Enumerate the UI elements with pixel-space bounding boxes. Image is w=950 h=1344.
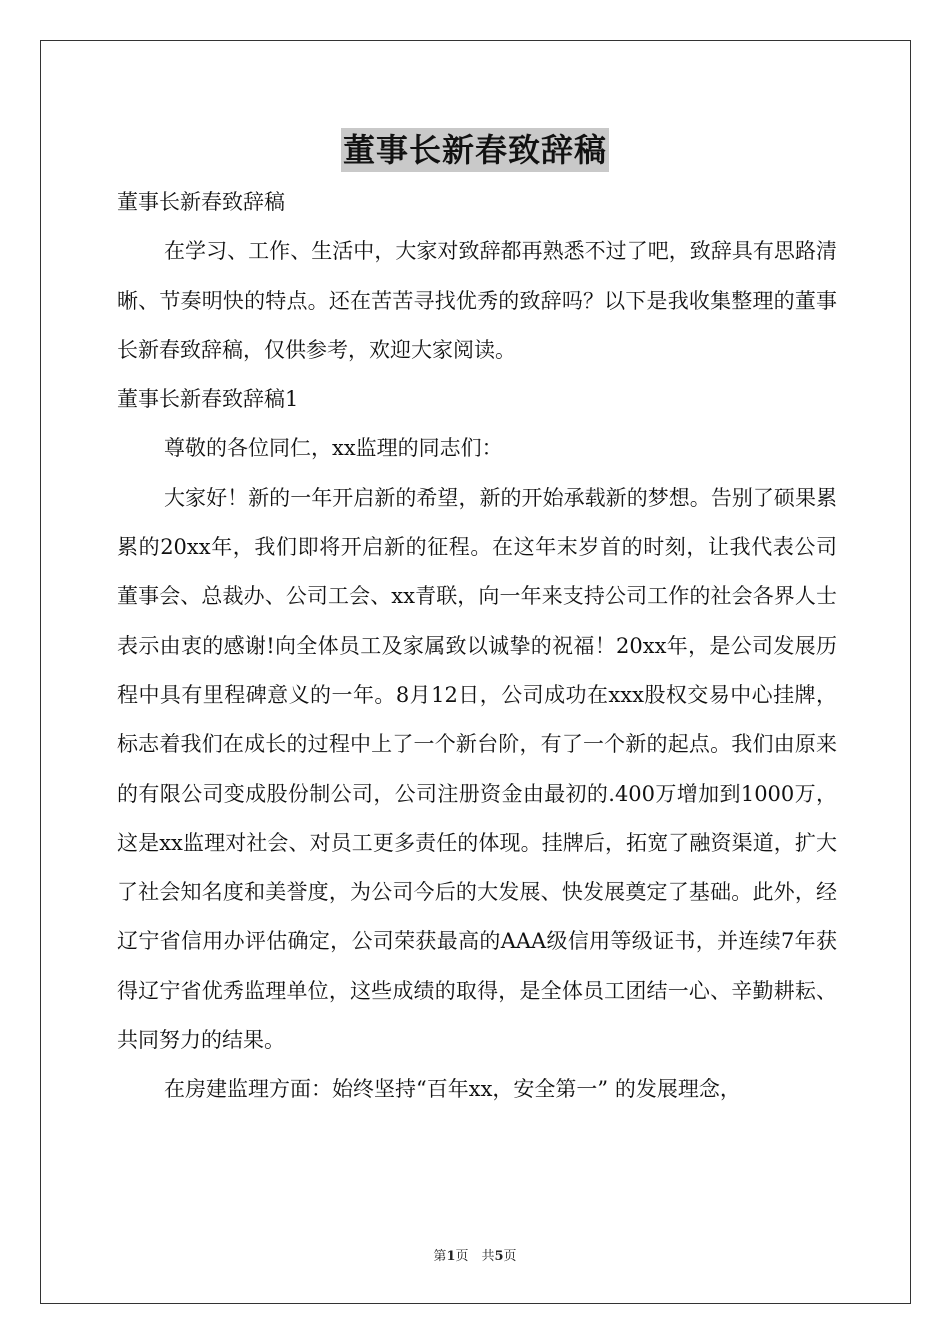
title-container [0, 128, 950, 172]
paragraph-main: 大家好！新的一年开启新的希望，新的开始承载新的梦想。告别了硕果累累的20xx年，我们即将开启新的征程。在这年末岁首的时刻，让我代表公司董事会、总裁办、公司工会、xx青联，向一年来支持公司工作的社会各界人士表示由衷的感谢!向全体员工及家属致以诚挚的祝福！20xx年，是公司发展历程中具有里程碑意义的一年。8月12日，公司成功在xxx股权交易中心挂牌，标志着我们在成长的过程中上了一个新台阶，有了一个新的起点。我们由原来的有限公司变成股份制公司，公司注册资金由最初的.400万增加到1000万，这是xx监理对社会、对员工更多责任的体现。挂牌后，拓宽了融资渠道，扩大了社会知名度和美誉度，为公司今后的大发展、快发展奠定了基础。此外，经辽宁省信用办评估确定，公司荣获最高的AAA级信用等级证书，并连续7年获得辽宁省优秀监理单位，这些成绩的取得，是全体员工团结一心、辛勤耕耘、共同努力的结果。 [117, 485, 837, 1053]
footer-prefix: 第 [433, 1249, 447, 1264]
footer-total-pages: 5 [494, 1249, 504, 1264]
footer-current-page: 1 [446, 1249, 456, 1264]
paragraph-subtitle: 董事长新春致辞稿 [117, 190, 285, 214]
page-footer [0, 1245, 950, 1264]
footer-suffix: 页 [503, 1249, 517, 1264]
document-title: 董事长新春致辞稿 [341, 128, 609, 172]
paragraph-salutation: 尊敬的各位同仁，xx监理的同志们： [164, 436, 503, 461]
footer-mid: 页 共 [455, 1249, 495, 1264]
paragraph-intro: 在学习、工作、生活中，大家对致辞都再熟悉不过了吧，致辞具有思路清晰、节奏明快的特点。还在苦苦寻找优秀的致辞吗？以下是我收集整理的董事长新春致辞稿，仅供参考，欢迎大家阅读。 [117, 239, 837, 362]
paragraph-section-heading: 董事长新春致辞稿1 [117, 387, 299, 412]
document-body [117, 178, 837, 1115]
paragraph-continued: 在房建监理方面：始终坚持“百年xx，安全第一” 的发展理念， [164, 1077, 741, 1102]
